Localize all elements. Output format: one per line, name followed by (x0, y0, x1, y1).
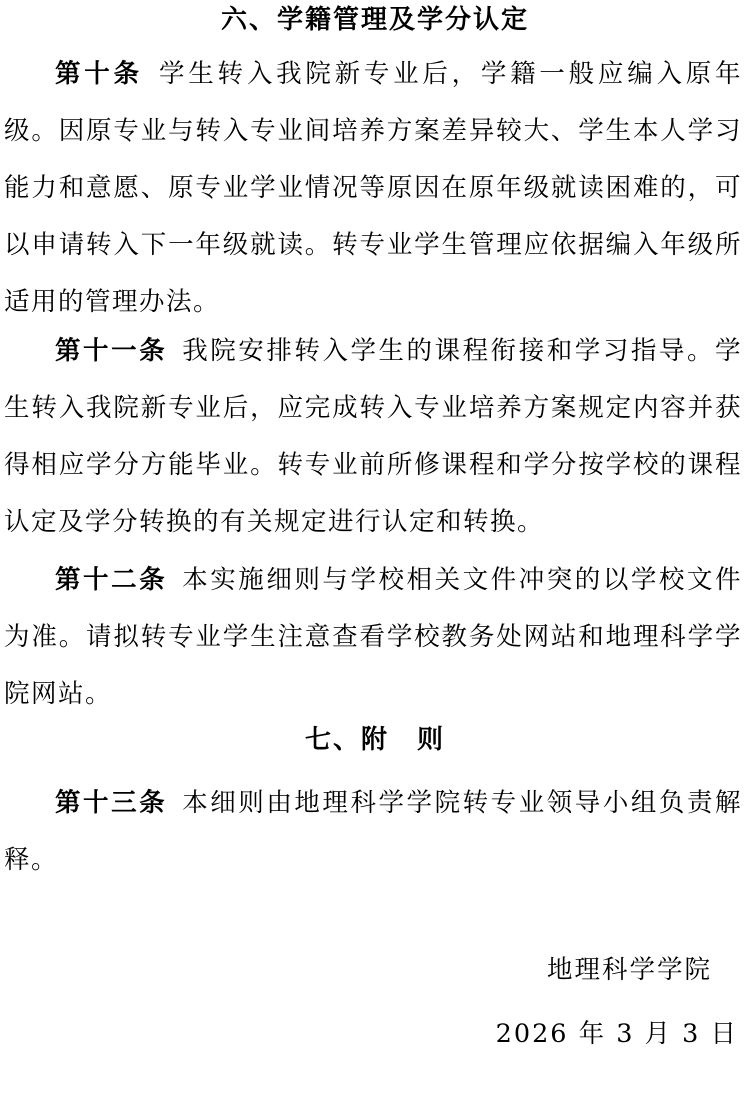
article-text: 我院安排转入学生的课程衔接和学习指导。学生转入我院新专业后，应完成转入专业培养方案规定内容并获得相应学分方能毕业。转专业前所修课程和学分按学校的课程认定及学分转换的有关规定进行认定和转换。 (4, 336, 742, 537)
signature-org: 地理科学学院 (546, 955, 712, 985)
article-12 (4, 552, 742, 723)
article-text: 本细则由地理科学学院转专业领导小组负责解释。 (4, 788, 742, 875)
article-text: 学生转入我院新专业后，学籍一般应编入原年级。因原专业与转入专业间培养方案差异较大、学生本人学习能力和意愿、原专业学业情况等原因在原年级就读困难的，可以申请转入下一年级就读。转专业学生管理应依据编入年级所适用的管理办法。 (4, 59, 742, 317)
article-11 (4, 323, 742, 551)
article-number: 第十二条 (55, 565, 168, 595)
section-heading-6: 六、学籍管理及学分认定 (220, 5, 529, 35)
article-10 (4, 46, 742, 331)
article-number: 第十一条 (55, 336, 168, 366)
article-number: 第十条 (55, 59, 143, 89)
signature-date: 2026 年 3 月 3 日 (495, 1019, 738, 1049)
section-heading-7: 七、附 则 (304, 725, 445, 755)
article-text: 本实施细则与学校相关文件冲突的以学校文件为准。请拟转专业学生注意查看学校教务处网站和地理科学学院网站。 (4, 565, 742, 709)
article-13 (4, 775, 742, 889)
article-number: 第十三条 (55, 788, 168, 818)
